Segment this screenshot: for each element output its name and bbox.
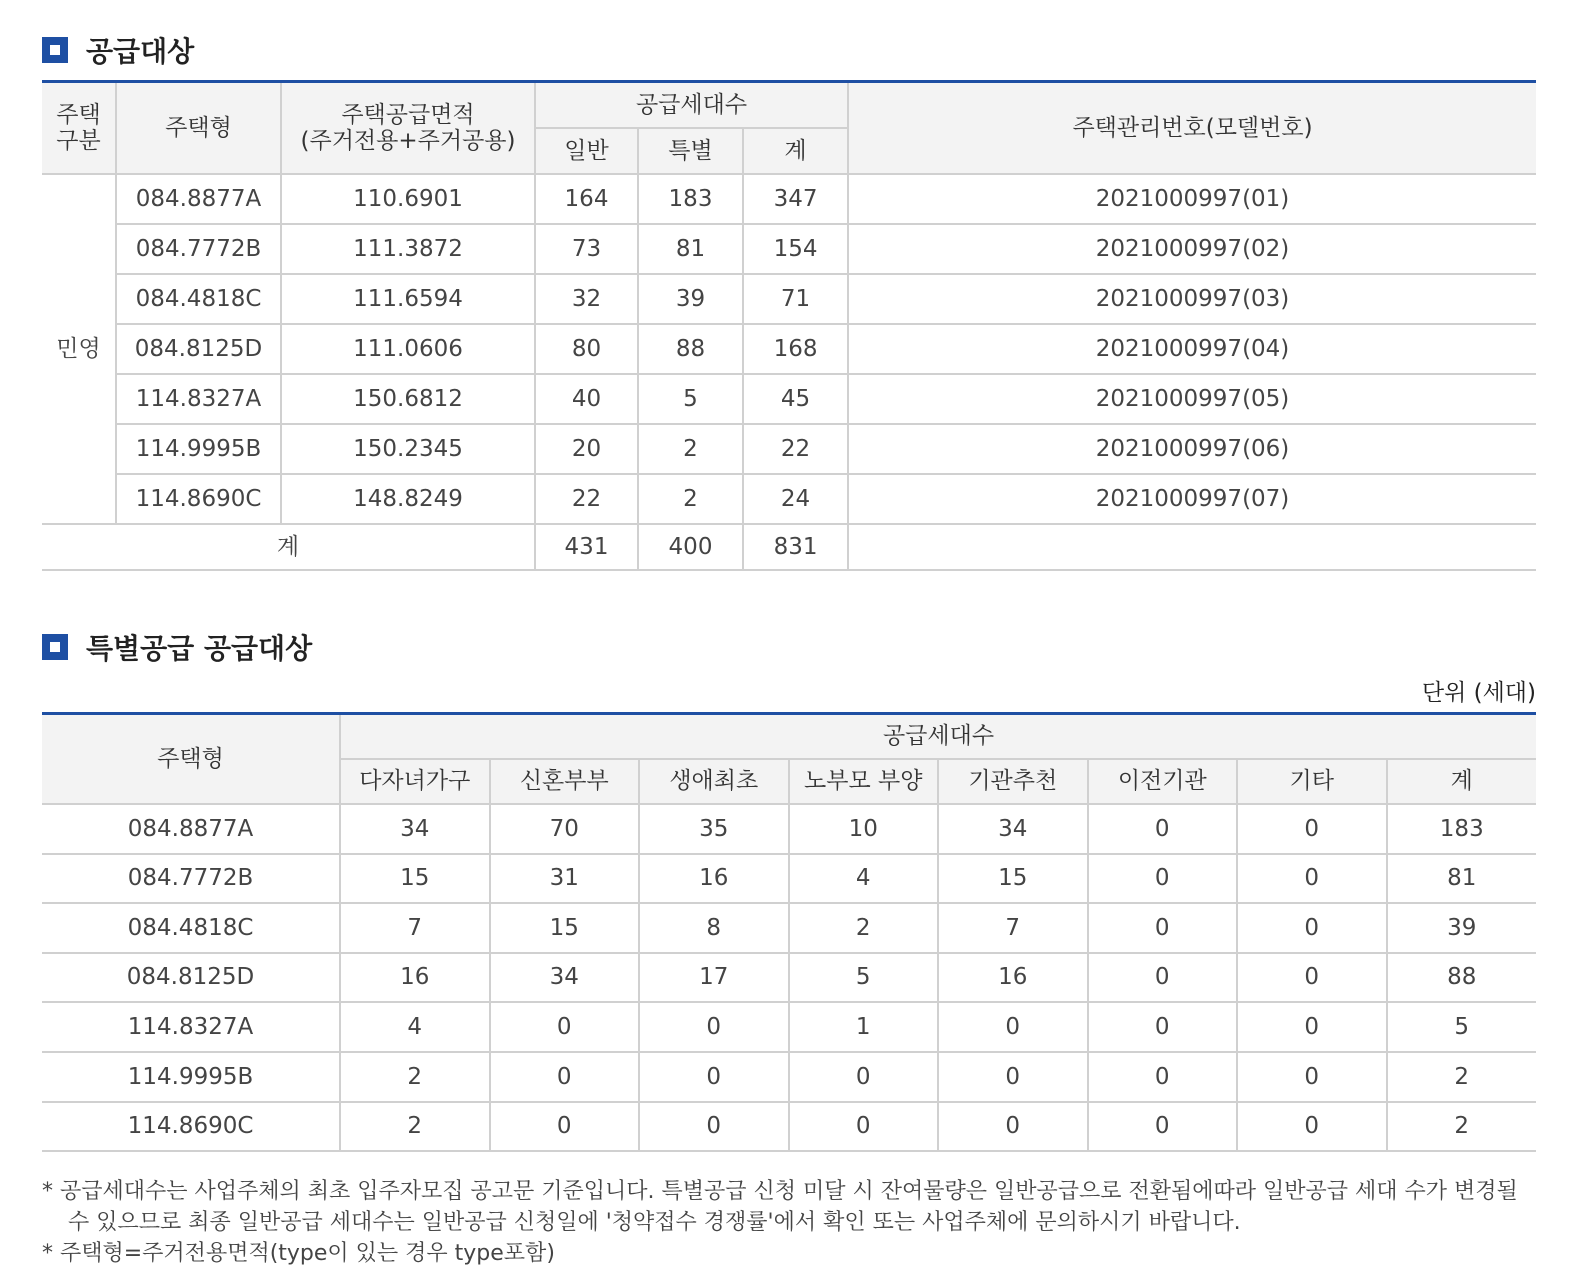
cell-value: 0 (1088, 953, 1238, 1003)
cell-general: 73 (535, 224, 638, 274)
cell-area: 111.6594 (281, 274, 535, 324)
cell-value: 0 (938, 1002, 1088, 1052)
cell-area: 110.6901 (281, 174, 535, 224)
header-multi-child: 다자녀가구 (340, 759, 490, 804)
cell-special: 2 (638, 474, 743, 524)
cell-mgmt: 2021000997(06) (848, 424, 1536, 474)
cell-mgmt: 2021000997(07) (848, 474, 1536, 524)
cell-value: 2 (340, 1102, 490, 1152)
cell-type: 114.9995B (42, 1052, 340, 1102)
header-first-time: 생애최초 (639, 759, 789, 804)
supply-table (42, 80, 1536, 571)
cell-value: 35 (639, 804, 789, 854)
cell-value: 0 (1237, 854, 1387, 904)
cell-value: 2 (1387, 1052, 1537, 1102)
cell-value: 15 (938, 854, 1088, 904)
cell-value: 7 (938, 903, 1088, 953)
cell-area: 148.8249 (281, 474, 535, 524)
cell-value: 0 (1088, 903, 1238, 953)
cell-value: 0 (639, 1052, 789, 1102)
cell-special: 39 (638, 274, 743, 324)
cell-value: 2 (340, 1052, 490, 1102)
cell-general: 40 (535, 374, 638, 424)
sum-total: 831 (743, 524, 848, 570)
cell-value: 34 (340, 804, 490, 854)
cell-value: 0 (1237, 953, 1387, 1003)
table-row (42, 324, 1536, 374)
cell-value: 0 (938, 1102, 1088, 1152)
cell-total: 347 (743, 174, 848, 224)
cell-total: 24 (743, 474, 848, 524)
cell-value: 2 (1387, 1102, 1537, 1152)
cell-type: 114.8690C (116, 474, 281, 524)
cell-value: 39 (1387, 903, 1537, 953)
cell-value: 0 (1088, 854, 1238, 904)
cell-value: 17 (639, 953, 789, 1003)
square-bullet-icon (42, 37, 68, 63)
header-total: 계 (743, 128, 848, 174)
table-row (42, 1002, 1536, 1052)
header-type: 주택형 (116, 82, 281, 175)
unit-label: 단위 (세대) (1421, 680, 1536, 706)
table-row (42, 174, 1536, 224)
cell-value: 0 (490, 1052, 640, 1102)
cell-special: 183 (638, 174, 743, 224)
section-title-special (42, 627, 312, 667)
special-supply-table (42, 712, 1536, 1152)
cell-total: 45 (743, 374, 848, 424)
cell-value: 15 (490, 903, 640, 953)
table-row (42, 1052, 1536, 1102)
table-row (42, 274, 1536, 324)
cell-type: 084.8877A (116, 174, 281, 224)
table-row (42, 474, 1536, 524)
cell-value: 0 (938, 1052, 1088, 1102)
cell-value: 16 (639, 854, 789, 904)
cell-mgmt: 2021000997(01) (848, 174, 1536, 224)
header-households: 공급세대수 (340, 714, 1536, 760)
cell-special: 81 (638, 224, 743, 274)
cell-general: 80 (535, 324, 638, 374)
cell-value: 16 (938, 953, 1088, 1003)
cell-value: 0 (789, 1102, 939, 1152)
cell-total: 168 (743, 324, 848, 374)
cell-type: 084.8125D (42, 953, 340, 1003)
cell-type: 084.8125D (116, 324, 281, 374)
cell-value: 8 (639, 903, 789, 953)
cell-value: 16 (340, 953, 490, 1003)
table-row (42, 1102, 1536, 1152)
header-institution: 기관추천 (938, 759, 1088, 804)
cell-area: 150.6812 (281, 374, 535, 424)
sum-label: 계 (42, 524, 535, 570)
cell-mgmt: 2021000997(03) (848, 274, 1536, 324)
cell-type: 084.7772B (116, 224, 281, 274)
cell-mgmt: 2021000997(04) (848, 324, 1536, 374)
cell-value: 34 (938, 804, 1088, 854)
sum-special: 400 (638, 524, 743, 570)
cell-value: 88 (1387, 953, 1537, 1003)
cell-value: 15 (340, 854, 490, 904)
header-mgmt-no: 주택관리번호(모델번호) (848, 82, 1536, 175)
section-title-supply (42, 30, 194, 70)
notes (42, 1176, 1542, 1269)
header-elderly-parent: 노부모 부양 (789, 759, 939, 804)
header-type: 주택형 (42, 714, 340, 805)
cell-value: 0 (1237, 1102, 1387, 1152)
table-row (42, 854, 1536, 904)
cell-type: 114.9995B (116, 424, 281, 474)
category-cell: 민영 (42, 174, 116, 524)
header-general: 일반 (535, 128, 638, 174)
cell-special: 88 (638, 324, 743, 374)
cell-value: 1 (789, 1002, 939, 1052)
table-row (42, 804, 1536, 854)
cell-total: 71 (743, 274, 848, 324)
cell-total: 154 (743, 224, 848, 274)
header-total: 계 (1387, 759, 1537, 804)
cell-value: 0 (1088, 1002, 1238, 1052)
table-row (42, 903, 1536, 953)
table-row (42, 224, 1536, 274)
table-row (42, 374, 1536, 424)
cell-value: 0 (1088, 1102, 1238, 1152)
cell-value: 0 (639, 1002, 789, 1052)
cell-value: 0 (490, 1102, 640, 1152)
cell-total: 22 (743, 424, 848, 474)
cell-value: 81 (1387, 854, 1537, 904)
cell-value: 70 (490, 804, 640, 854)
cell-value: 2 (789, 903, 939, 953)
cell-general: 20 (535, 424, 638, 474)
square-bullet-icon (42, 634, 68, 660)
cell-value: 34 (490, 953, 640, 1003)
cell-value: 5 (1387, 1002, 1537, 1052)
cell-special: 2 (638, 424, 743, 474)
cell-area: 111.3872 (281, 224, 535, 274)
section-title-text: 공급대상 (86, 35, 195, 68)
cell-value: 183 (1387, 804, 1537, 854)
table-row (42, 424, 1536, 474)
cell-value: 0 (789, 1052, 939, 1102)
cell-type: 114.8327A (42, 1002, 340, 1052)
header-category: 주택 구분 (42, 82, 116, 175)
header-area: 주택공급면적 (주거전용+주거공용) (281, 82, 535, 175)
sum-row (42, 524, 1536, 570)
section-title-text: 특별공급 공급대상 (86, 632, 313, 665)
header-other: 기타 (1237, 759, 1387, 804)
cell-value: 0 (1237, 1052, 1387, 1102)
cell-special: 5 (638, 374, 743, 424)
table-row (42, 953, 1536, 1003)
note-1: * 공급세대수는 사업주체의 최초 입주자모집 공고문 기준입니다. 특별공급 신청 미달 시 잔여물량은 일반공급으로 전환됨에따라 일반공급 세대 수가 변경될 수 있으므로 최종 일반공급 세대수는 일반공급 신청일에 '청약접수 경쟁률'에서 확인 또는 사업주체에 문의하시기 바랍니다. (42, 1179, 1518, 1235)
cell-type: 084.4818C (116, 274, 281, 324)
cell-value: 0 (639, 1102, 789, 1152)
cell-general: 164 (535, 174, 638, 224)
header-special: 특별 (638, 128, 743, 174)
cell-value: 0 (1237, 903, 1387, 953)
cell-type: 084.8877A (42, 804, 340, 854)
cell-value: 5 (789, 953, 939, 1003)
header-newlywed: 신혼부부 (490, 759, 640, 804)
cell-type: 114.8327A (116, 374, 281, 424)
cell-value: 7 (340, 903, 490, 953)
note-2: * 주택형=주거전용면적(type이 있는 경우 type포함) (42, 1241, 555, 1266)
cell-mgmt: 2021000997(02) (848, 224, 1536, 274)
cell-value: 0 (1088, 804, 1238, 854)
cell-value: 0 (1237, 1002, 1387, 1052)
cell-type: 084.4818C (42, 903, 340, 953)
cell-value: 0 (1088, 1052, 1238, 1102)
cell-general: 22 (535, 474, 638, 524)
cell-value: 0 (1237, 804, 1387, 854)
cell-value: 4 (789, 854, 939, 904)
cell-value: 31 (490, 854, 640, 904)
cell-value: 0 (490, 1002, 640, 1052)
cell-mgmt: 2021000997(05) (848, 374, 1536, 424)
cell-value: 10 (789, 804, 939, 854)
cell-value: 4 (340, 1002, 490, 1052)
sum-mgmt-empty (848, 524, 1536, 570)
cell-area: 111.0606 (281, 324, 535, 374)
header-households: 공급세대수 (535, 82, 848, 129)
cell-general: 32 (535, 274, 638, 324)
cell-type: 114.8690C (42, 1102, 340, 1152)
header-relocated: 이전기관 (1088, 759, 1238, 804)
cell-type: 084.7772B (42, 854, 340, 904)
cell-area: 150.2345 (281, 424, 535, 474)
sum-general: 431 (535, 524, 638, 570)
